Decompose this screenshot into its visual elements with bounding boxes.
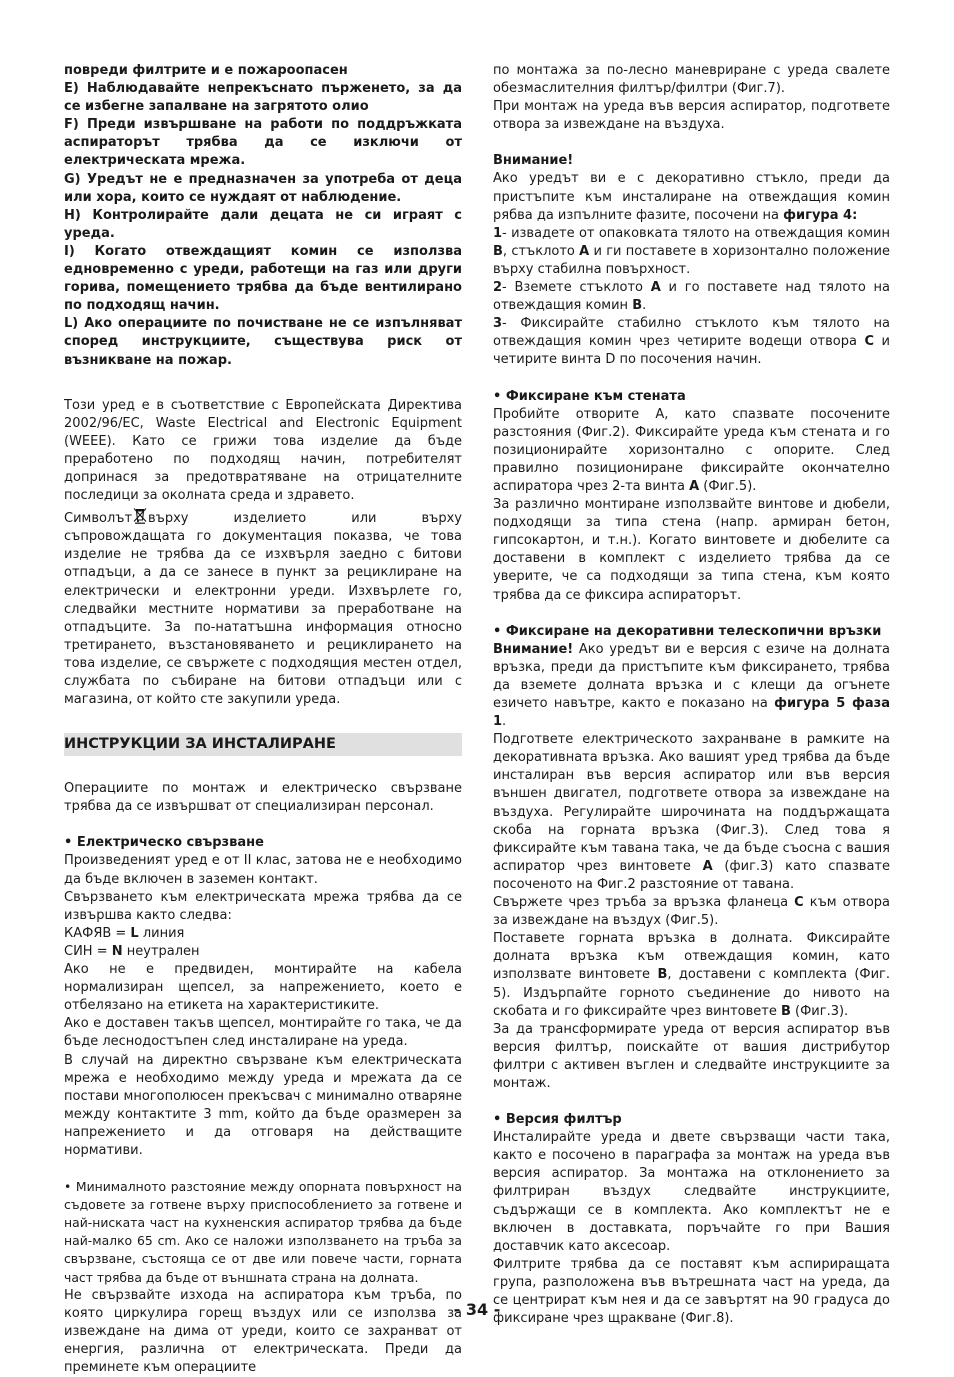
step-3-ref-c: C (864, 334, 875, 350)
warning-continuation: повреди филтрите и е пожароопасен (64, 63, 348, 78)
weee-symbol-text: върху изделието или върху съпровождащата го документация показва, че това изделие не трябва да се изхвърля заедно с битови отпадъци, а да се занесе в пункт за рециклиране на електрически и електронни уреди. Изхвърлете го, следвайки местните нормативи за преработване на отпадъците. За по-нататъшна информация относно третирането, възстановяването и рециклирането на това изделие, се свържете с подходящия местен отдел, службата по събиране на битови отпадъци или с магазина, от който сте закупили уреда. (64, 511, 462, 708)
step-2-ref-b: B (632, 298, 643, 314)
step-2 (493, 279, 890, 315)
telescopic-3-text-c: към отвора за извеждане на въздух (Фиг.5). (493, 895, 891, 929)
warning-h: H) Контролирайте дали децата не си играят с уреда. (64, 207, 462, 241)
step-1-ref-b: B (493, 243, 503, 259)
right-column (493, 62, 890, 1328)
electrical-para-4: Ако е доставен такъв щепсел, монтирайте го така, че да бъде леснодостъпен след инсталиране на уреда. (64, 1016, 462, 1050)
wall-fixing-title: • Фиксиране към стената (493, 388, 686, 404)
telescopic-2-text-c: (фиг.3) като спазвате посоченото на Фиг.2 разстояние от тавана. (493, 858, 890, 892)
electrical-para-5: В случай на директно свързване към електрическата мрежа е необходимо между уреда и мрежата да се постави многополюсен прекъсвач с минимално отваряне между контактите 3 mm, който да бъде оразмерен за напрежението и да отговаря на действащите нормативи. (64, 1052, 462, 1158)
wall-fixing-para-2: За различно монтиране използвайте винтове и дюбели, подходящи за типа стена (напр. армиран бетон, гипсокартон, и т.н.). Когато винтовете и дюбелите са доставени в комплект с изделието трябва да се уверите, че са подходящи за типа стена, към която трябва да се фиксира аспираторът. (493, 497, 890, 603)
wire-brown (64, 925, 462, 943)
attention-para (493, 170, 890, 224)
crossed-out-wheelie-bin-icon (133, 507, 147, 524)
electrical-para-1: Произведеният уред е от II клас, затова не е необходимо да бъде включен в заземен контакт. (64, 853, 462, 887)
attention-text: Ако уредът ви е с декоративно стъкло, преди да пристъпите към инсталиране на отвеждащия комин рябва да изпълните фазите, посочени на (493, 171, 890, 223)
filter-version-title: • Версия филтър (493, 1112, 622, 1128)
telescopic-4-ref-b2: B (780, 1003, 791, 1019)
wire-brown-code: L (130, 925, 139, 941)
telescopic-4-text-a: Поставете горната връзка в долната. Фиксирайте долната връзка към отвеждащия комин, като използвате винтовете (493, 931, 890, 983)
warning-l: L) Ако операциите по почистване не се изпълняват според инструкциите, съществува риск от възникване на пожар. (64, 316, 462, 368)
step-2-text-a: - Вземете стъклото (502, 280, 651, 296)
step-1-text-e: и ги поставете в хоризонтално положение върху стабилна повърхност. (493, 243, 890, 277)
step-1-ref-a: A (579, 243, 590, 259)
step-2-number: 2 (493, 280, 503, 296)
attention-figure-ref: фигура 4: (783, 207, 858, 223)
warning-e: E) Наблюдавайте непрекъснато пърженето, за да се избегне запалване на загрятото олио (64, 81, 462, 115)
telescopic-para-5: За да трансформирате уреда от версия аспиратор във версия филтър, поискайте от вашия дистрибутор филтри с активен въглен и следвайте инструкциите за монтаж. (493, 1021, 890, 1091)
telescopic-2-ref-a: A (702, 858, 713, 874)
distance-para-2: Не свързвайте изхода на аспиратора към тръба, по която циркулира горещ въздух или се използва за извеждане на дима от уреди, които се захранват от енергия, различна от електрическата. Преди да преминете към операциите (64, 1287, 462, 1375)
step-2-ref-a: A (650, 280, 661, 296)
warning-i: I) Когато отвеждащият комин се използва едновременно с уреди, работещи на газ или други горива, помещението трябва да бъде вентилирано по подходящ начин. (64, 243, 462, 314)
wire-blue-label: СИН = (64, 943, 112, 959)
wire-brown-label: КАФЯВ = (64, 925, 131, 941)
telescopic-2-text-a: Подгответе електрическото захранване в рамките на декоративната връзка. Ако вашият уред трябва да бъде инсталиран във версия аспиратор или във версия външен двигател, подгответе отвора за извеждане на въздуха. Регулирайте широчината на поддържащата скоба на горната връзка (Фиг.3). След това я фиксирайте към тавана така, че да бъде съосна с вашия аспиратор чрез винтовете (493, 732, 890, 874)
page-number: - 34 - (453, 1300, 501, 1319)
left-column (64, 62, 462, 1377)
telescopic-title: • Фиксиране на декоративни телескопични връзки (493, 623, 882, 639)
wall-fixing-ref-a: A (689, 478, 700, 494)
wire-blue-code: N (111, 943, 123, 959)
install-intro: Операциите по монтаж и електрическо свързване трябва да се извършват от специализиран персонал. (64, 781, 462, 815)
telescopic-figure-ref: фигура 5 фаза 1 (493, 696, 891, 730)
step-1-text-c: , стъклото (502, 243, 580, 259)
weee-symbol-label: Символът (64, 511, 133, 527)
electrical-para-3: Ако не е предвиден, монтирайте на кабела нормализиран щепсел, за напрежението, което е отбелязано на етикета на характеристиките. (64, 962, 462, 1014)
wire-blue-desc: неутрален (122, 943, 200, 959)
filter-version-para-2: Филтрите трябва да се поставят към аспириращата група, разположена във вътрешната част на уреда, да се центрират към нея и да се завъртят на 90 градуса до фиксиране чрез щракване (Фиг.8). (493, 1256, 890, 1327)
step-3-text-a: - Фиксирайте стабилно стъклото към тялото на отвеждащия комин чрез четирите водещи отвора (493, 316, 890, 350)
telescopic-4-text-c: , доставени с комплекта (Фиг. 5). Издърпайте горното съединение до нивото на скобата и го фиксирайте чрез винтовете (493, 967, 891, 1019)
telescopic-para-1 (493, 641, 890, 731)
electrical-para-2: Свързването към електрическата мрежа трябва да се извършва както следва: (64, 889, 462, 923)
step-1-text-a: - извадете от опаковката тялото на отвеждащия комин (502, 225, 890, 241)
wall-fixing-text-a: Пробийте отворите A, като спазвате посочените разстояния (Фиг.2). Фиксирайте уреда към стената и го позиционирайте хоризонтално с опорите. След правилно позициониране фиксирайте окончателно аспиратора чрез 2-та винта (493, 406, 890, 494)
telescopic-text-b: Ако уредът ви е версия с езиче на долната връзка, преди да пристъпите към фиксирането, трябва да вземете долната връзка и с клещи да огънете езичето навътре, както е показано на (493, 641, 890, 711)
telescopic-4-text-e: (Фиг.3). (790, 1003, 849, 1019)
warning-g: G) Уредът не е предназначен за употреба от деца или хора, които се нуждаят от наблюдение. (64, 171, 462, 205)
telescopic-para-3 (493, 894, 890, 930)
right-continuation-1: по монтажа за по-лесно маневриране с уреда свалете обезмаслителния филтър/филтри (Фиг.7). (493, 63, 890, 97)
distance-para-1: • Минималното разстояние между опорната повърхност на съдовете за готвене върху приспособлението за готвене и най-ниската част на кухненския аспиратор трябва да бъде най-малко 65 cm. Ако се наложи използването на тръба за свързване, състояща се от две или повече части, горната част трябва да бъде от външната страна на долната. (64, 1179, 462, 1285)
telescopic-4-ref-b: B (657, 967, 668, 983)
weee-symbol-paragraph (64, 507, 462, 709)
telescopic-3-text-a: Свържете чрез тръба за връзка фланеца (493, 895, 795, 911)
attention-title: Внимание! (493, 153, 574, 169)
step-3 (493, 315, 890, 369)
filter-version-para-1: Инсталирайте уреда и двете свързващи части така, както е посочено в параграфа за монтаж на уреда във версия аспиратор. За монтажа на отклонението за филтриран въздух следвайте инструкциите, съдържащи се в комплекта. Ако комплектът не е включен в доставката, поръчайте го при Вашия доставчик като аксесоар. (493, 1130, 890, 1254)
step-3-text-c: и четирите винта D по посочения начин. (493, 334, 890, 368)
electrical-connection-title: • Електрическо свързване (64, 835, 264, 851)
step-3-number: 3 (493, 316, 503, 332)
step-1-number: 1 (493, 225, 503, 241)
warning-f: F) Преди извършване на работи по поддръжката аспираторът трябва да се изключи от електрическата мрежа. (64, 117, 462, 169)
telescopic-para-2 (493, 731, 890, 894)
step-2-text-c: и го поставете над тялото на отвеждащия комин (493, 280, 891, 314)
telescopic-para-4 (493, 930, 890, 1020)
wire-blue (64, 943, 462, 961)
wire-brown-desc: линия (138, 925, 185, 941)
install-heading: ИНСТРУКЦИИ ЗА ИНСТАЛИРАНЕ (64, 733, 462, 756)
wall-fixing-para-1 (493, 406, 890, 496)
step-2-text-e: . (642, 298, 647, 314)
step-1 (493, 225, 890, 279)
telescopic-3-ref-c: C (794, 895, 804, 911)
telescopic-attention: Внимание! (493, 641, 574, 657)
weee-paragraph: Този уред е в съответствие с Европейската Директива 2002/96/EC, Waste Electrical and Electronic Equipment (WEEE). Като се грижи това изделие да бъде преработено по подходящ начин, потребителят допринася за предотвратяване на отрицателните последици за околната среда и здравето. (64, 397, 462, 504)
right-continuation-2: При монтаж на уреда във версия аспиратор, подгответе отвора за извеждане на въздуха. (493, 99, 890, 133)
wall-fixing-text-c: (Фиг.5). (699, 478, 757, 494)
telescopic-text-d: . (502, 714, 507, 730)
